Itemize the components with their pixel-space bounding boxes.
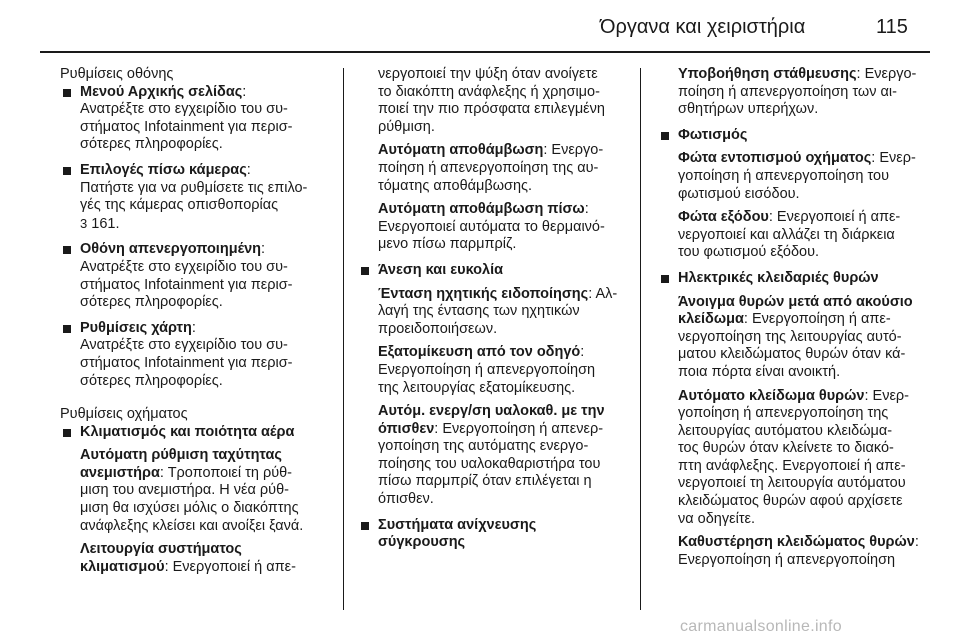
bullet-title: Φωτισμός	[678, 126, 748, 143]
text-line: το διακόπτη ανάφλεξης ή χρησιμο‐	[378, 83, 600, 100]
parking-assist	[658, 66, 936, 119]
text-line: :	[580, 344, 585, 361]
bullet-rear-camera: Επιλογές πίσω κάμερας:	[60, 162, 328, 180]
text-line: όπισθεν.	[378, 491, 434, 508]
text-line: :	[914, 534, 919, 551]
page-header-title: Όργανα και χειριστήρια	[600, 16, 806, 38]
bullet-title: Οθόνη απενεργοποιημένη	[80, 241, 262, 258]
bullet-home-menu: Μενού Αρχικής σελίδας:	[60, 84, 328, 102]
column-separator-1	[343, 68, 344, 610]
text-line: : Ενερ‐	[871, 150, 916, 167]
text-line: γές της κάμερας οπισθοπορίας	[80, 197, 279, 214]
comfort-settings	[358, 286, 630, 509]
text-line: ποίηση ή απενεργοποίηση της αυ‐	[378, 159, 599, 176]
text-line: ματου κλειδώματος θυρών όταν κά‐	[678, 346, 906, 363]
text-line: του φωτισμού εξόδου.	[678, 244, 820, 261]
bullet-climate	[60, 424, 328, 442]
setting-title: Φώτα εξόδου	[678, 209, 769, 226]
text-line: στήματος Infotainment για περισ‐	[80, 276, 293, 293]
setting-title: Εξατομίκευση από τον οδηγό	[378, 344, 581, 361]
header-rule	[40, 51, 930, 53]
text-line: Ανατρέξτε στο εγχειρίδιο του συ‐	[80, 258, 288, 275]
bullet-title: Ηλεκτρικές κλειδαριές θυρών	[678, 269, 879, 286]
text-line: Ανατρέξτε στο εγχειρίδιο του συ‐	[80, 101, 288, 118]
text-line: : Αλ‐	[588, 285, 618, 302]
setting-title: ανεμιστήρα	[80, 464, 160, 481]
text-line: : Ενερ‐	[864, 387, 909, 404]
text-line: ποίησης του υαλοκαθαριστήρα του	[378, 455, 601, 472]
text-line: νεργοποιεί τη λειτουργία αυτόματου	[678, 475, 906, 492]
bullet-door-locks	[658, 270, 936, 288]
text-line: Ανατρέξτε στο εγχειρίδιο του συ‐	[80, 337, 288, 354]
text-line: φωτισμού εισόδου.	[678, 185, 800, 202]
text-line: κλειδώματος θυρών αφού αρχίσετε	[678, 493, 903, 510]
door-lock-settings	[658, 294, 936, 570]
cross-reference-page: 161.	[91, 215, 120, 232]
bullet-lighting	[658, 127, 936, 145]
text-line: λαγή της έντασης των ηχητικών	[378, 303, 580, 320]
text-line: νεργοποίηση της λειτουργίας αυτό‐	[678, 328, 902, 345]
setting-title: Καθυστέρηση κλειδώματος θυρών	[678, 534, 915, 551]
column-3	[658, 66, 936, 569]
setting-auto-fan	[60, 447, 328, 576]
setting-title: Αυτόματο κλείδωμα θυρών	[678, 387, 865, 404]
bullet-text	[60, 259, 328, 312]
bullet-title: Άνεση και ευκολία	[378, 261, 504, 278]
setting-title: Αυτόμ. ενεργ/ση υαλοκαθ. με την	[378, 403, 605, 420]
text-line: ποίηση ή απενεργοποίηση των αι‐	[678, 83, 897, 100]
setting-title: κλείδωμα	[678, 311, 744, 328]
setting-title: Αυτόματη ρύθμιση ταχύτητας	[80, 447, 282, 464]
text-line: Πατήστε για να ρυθμίσετε τις επιλο‐	[80, 179, 308, 196]
setting-title: Αυτόματη αποθάμβωση	[378, 142, 544, 159]
text-line: γοποίηση της αυτόματης ενεργο‐	[378, 438, 589, 455]
text-line: προειδοποιήσεων.	[378, 320, 498, 337]
bullet-title: Συστήματα ανίχνευσης	[378, 516, 537, 533]
setting-title: κλιματισμού	[80, 558, 165, 575]
text-line: γοποίηση ή απενεργοποίηση της	[678, 405, 889, 422]
text-line: τος θυρών όταν κλείνετε το διακό‐	[678, 440, 894, 457]
bullet-text	[60, 180, 328, 234]
text-line: σότερες πληροφορίες.	[80, 294, 223, 311]
setting-title: Αυτόματη αποθάμβωση πίσω	[378, 201, 585, 218]
text-line: :	[584, 201, 589, 218]
text-line: να οδηγείτε.	[678, 510, 756, 527]
bullet-title: Ρυθμίσεις χάρτη	[80, 319, 192, 336]
text-line: : Ενεργοποιεί ή απε‐	[768, 209, 901, 226]
column-1	[60, 66, 328, 576]
setting-title: Φώτα εντοπισμού οχήματος	[678, 150, 872, 167]
section-title-vehicle-settings: Ρυθμίσεις οχήματος	[60, 406, 188, 423]
cross-reference-icon: 3	[80, 215, 88, 231]
text-line: : Ενεργο‐	[543, 142, 604, 159]
text-line: σθητήρων υπερήχων.	[678, 101, 819, 118]
text-line: ανάφλεξης κλείσει και ανοίξει ξανά.	[80, 517, 304, 534]
text-line: στήματος Infotainment για περισ‐	[80, 354, 293, 371]
lighting-settings	[658, 150, 936, 262]
text-line: : Τροποποιεί τη ρύθ‐	[159, 464, 293, 481]
text-line: μενο πίσω παρμπρίζ.	[378, 236, 517, 253]
text-line: στήματος Infotainment για περισ‐	[80, 118, 293, 135]
text-line: της λειτουργίας εξατομίκευσης.	[378, 379, 576, 396]
text-line: ποια πόρτα είναι ανοικτή.	[678, 363, 841, 380]
text-line: : Ενεργοποίηση ή απε‐	[743, 311, 891, 328]
text-line: μιση θα ισχύσει μόλις ο διακόπτης	[80, 500, 299, 517]
bullet-display-off: Οθόνη απενεργοποιημένη:	[60, 241, 328, 259]
cross-reference[interactable]	[80, 215, 328, 234]
bullet-title: Κλιματισμός και ποιότητα αέρα	[80, 423, 295, 440]
bullet-title: σύγκρουσης	[378, 534, 466, 551]
column-separator-2	[640, 68, 641, 610]
text-line: Ενεργοποίηση ή απενεργοποίηση	[678, 551, 896, 568]
text-line: Ενεργοποίηση ή απενεργοποίηση	[378, 361, 596, 378]
text-line: ρύθμιση.	[378, 118, 435, 135]
setting-title: όπισθεν	[378, 420, 435, 437]
text-line: σότερες πληροφορίες.	[80, 372, 223, 389]
setting-title: Υποβοήθηση στάθμευσης	[678, 66, 857, 82]
bullet-title: Επιλογές πίσω κάμερας	[80, 161, 247, 178]
text-line: ποιεί την πιο πρόσφατα επιλεγμένη	[378, 101, 605, 118]
text-line: : Ενεργο‐	[856, 66, 917, 82]
text-line: λειτουργίας αυτόματου κλειδώμα‐	[678, 422, 893, 439]
text-line: πίσω παρμπρίζ όταν επιλέγεται η	[378, 473, 592, 490]
text-line: : Ενεργοποιεί ή απε‐	[164, 558, 296, 575]
text-line: μιση του ανεμιστήρα. Η νέα ρύθ‐	[80, 482, 289, 499]
column-2	[358, 66, 630, 552]
text-line: νεργοποιεί την ψύξη όταν ανοίγετε	[378, 66, 598, 82]
setting-title: Άνοιγμα θυρών μετά από ακούσιο	[678, 293, 913, 310]
text-line: σότερες πληροφορίες.	[80, 136, 223, 153]
bullet-collision	[358, 517, 630, 552]
text-line: : Ενεργοποίηση ή απενερ‐	[434, 420, 604, 437]
text-line: νεργοποιεί και αλλάζει τη διάρκεια	[678, 226, 895, 243]
text-line: γοποίηση ή απενεργοποίηση του	[678, 167, 890, 184]
setting-title: Λειτουργία συστήματος	[80, 541, 242, 558]
page-number: 115	[876, 16, 908, 38]
watermark: carmanualsonline.info	[680, 618, 842, 635]
bullet-text	[60, 101, 328, 154]
bullet-text	[60, 337, 328, 390]
setting-title: Ένταση ηχητικής ειδοποίησης	[378, 285, 589, 302]
bullet-title: Μενού Αρχικής σελίδας	[80, 83, 243, 100]
text-line: τόματης αποθάμβωσης.	[378, 177, 533, 194]
bullet-map-settings: Ρυθμίσεις χάρτη:	[60, 320, 328, 338]
text-line: Ενεργοποιεί αυτόματα το θερμαινό‐	[378, 218, 605, 235]
bullet-comfort	[358, 262, 630, 280]
section-title-screen-settings: Ρυθμίσεις οθόνης	[60, 66, 174, 82]
continued-text	[358, 66, 630, 254]
text-line: πτη ανάφλεξης. Ενεργοποιεί ή απε‐	[678, 457, 906, 474]
